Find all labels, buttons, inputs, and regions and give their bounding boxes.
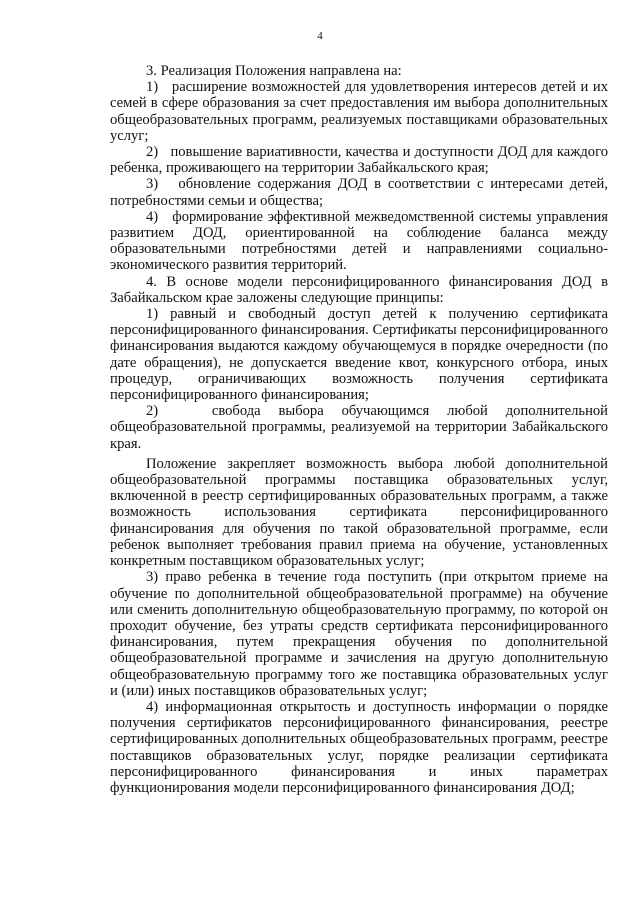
page-number: 4 <box>317 30 323 42</box>
section-4-heading: 4. В основе модели персонифицированного финансирования ДОД в Забайкальском крае заложены следующие принципы: <box>110 273 608 306</box>
principle-1: 1) равный и свободный доступ детей к получению сертификата персонифицированного финансирования. Сертификаты персонифицированного финансирования выдаются каждому обучающемуся в порядке очередности (по дате обращения), не допускается введение квот, конкурсного отбора, иных процедур, ограничивающих возможность получения сертификата персонифицированного финансирования; <box>110 306 608 404</box>
list-item-3-1: 1) расширение возможностей для удовлетворения интересов детей и их семей в сфере образования за счет предоставления им выбора дополнительных общеобразовательных программ, реализуемых поставщиками образовательных услуг; <box>110 79 608 144</box>
document-body <box>110 63 608 796</box>
principle-2-explanation: Положение закрепляет возможность выбора любой дополнительной общеобразовательной программы поставщика образовательных услуг, включенной в реестр сертифицированных образовательных программ, а также возможность использования сертификата персонифицированного финансирования для обучения по такой образовательной программе, если ребенок выполняет требования правил приема на обучение, установленных конкретным поставщиком образовательных услуг; <box>110 455 608 570</box>
list-item-3-2: 2) повышение вариативности, качества и доступности ДОД для каждого ребенка, проживающего на территории Забайкальского края; <box>110 144 608 177</box>
principle-3: 3) право ребенка в течение года поступить (при открытом приеме на обучение по дополнительной общеобразовательной программе) на обучение или сменить дополнительную общеобразовательную программу, по которой он проходит обучение, без утраты средств сертификата персонифицированного финансирования, путем прекращения обучения по дополнительной общеобразовательной программе и зачисления на другую дополнительную общеобразовательную программу того же поставщика образовательных услуг и (или) иных поставщиков образовательных услуг; <box>110 569 608 699</box>
list-item-3-4: 4) формирование эффективной межведомственной системы управления развитием ДОД, ориентированной на соблюдение баланса между образовательными потребностями детей и направлениями социально-экономического развития территорий. <box>110 208 608 274</box>
section-3-heading: 3. Реализация Положения направлена на: <box>146 63 402 79</box>
principle-4: 4) информационная открытость и доступность информации о порядке получения сертификатов персонифицированного финансирования, реестре сертифицированных дополнительных общеобразовательных программ, реестре поставщиков образовательных услуг, порядке реализации сертификата персонифицированного финансирования и иных параметрах функционирования модели персонифицированного финансирования ДОД; <box>110 698 608 796</box>
list-item-3-3: 3) обновление содержания ДОД в соответствии с интересами детей, потребностями семьи и общества; <box>110 176 608 209</box>
principle-2: 2) свобода выбора обучающимся любой дополнительной общеобразовательной программы, реализуемой на территории Забайкальского края. <box>110 403 608 452</box>
